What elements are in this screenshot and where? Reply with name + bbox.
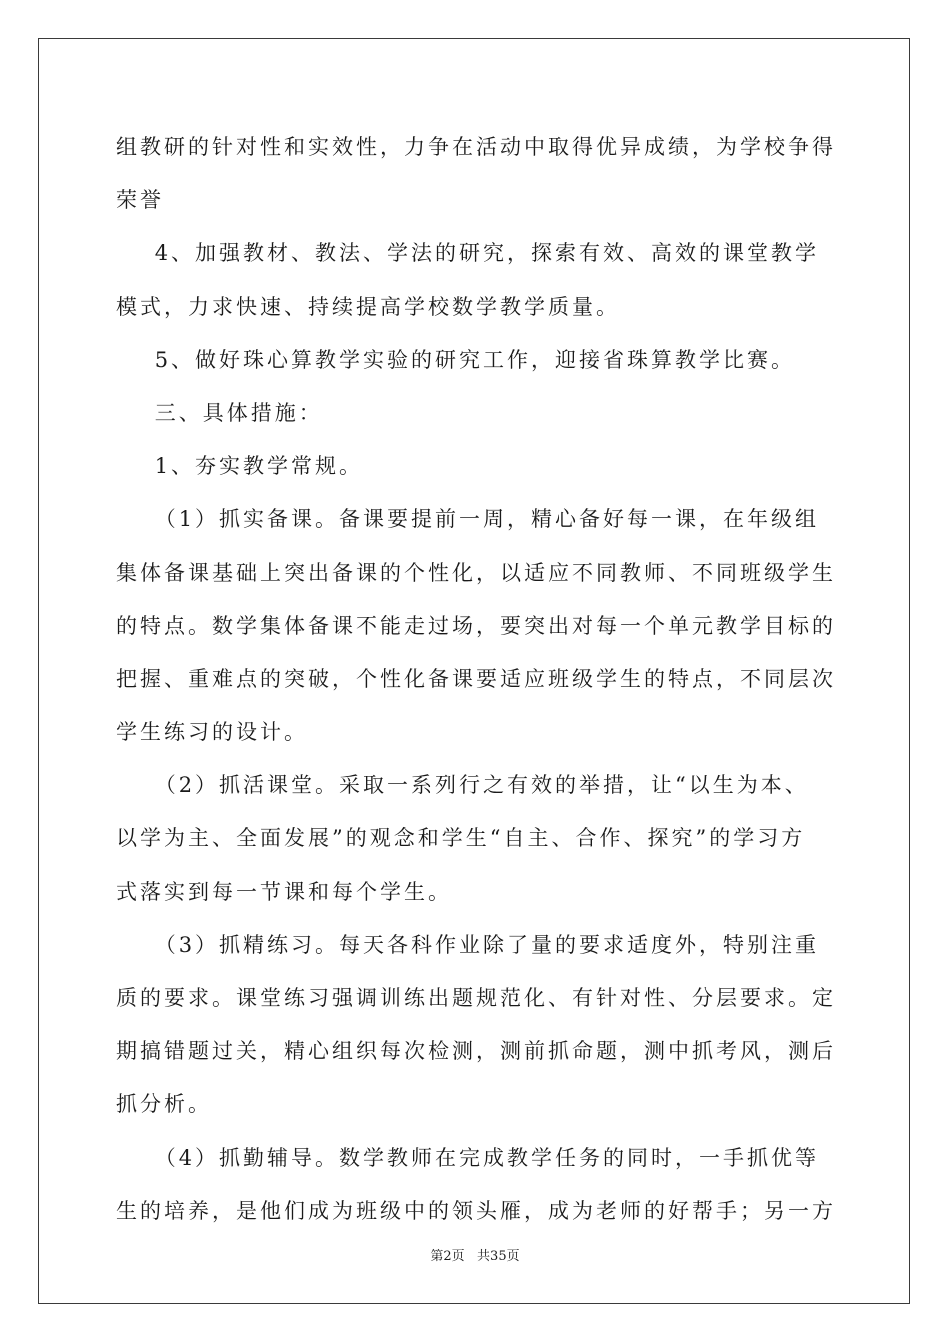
text-line: 生的培养，是他们成为班级中的领头雁，成为老师的好帮手；另一方 <box>116 1198 836 1223</box>
text-line: 的特点。数学集体备课不能走过场，要突出对每一个单元教学目标的 <box>116 613 836 638</box>
text-line: 质的要求。课堂练习强调训练出题规范化、有针对性、分层要求。定 <box>116 986 836 1010</box>
text-line: 1、夯实教学常规。 <box>116 454 364 479</box>
text-line: （2）抓活课堂。采取一系列行之有效的举措，让“以生为本、 <box>116 773 809 798</box>
text-line: 抓分析。 <box>116 1092 212 1117</box>
text-line: （1）抓实备课。备课要提前一周，精心备好每一课，在年级组 <box>116 507 820 532</box>
text-line: 组教研的针对性和实效性，力争在活动中取得优异成绩，为学校争得 <box>116 135 836 159</box>
text-line: 式落实到每一节课和每个学生。 <box>116 879 452 904</box>
text-line: 三、具体措施： <box>116 400 323 425</box>
text-line: 把握、重难点的突破，个性化备课要适应班级学生的特点，不同层次 <box>116 666 836 691</box>
page-number-label: 第2页 共35页 <box>430 1249 520 1264</box>
text-line: 5、做好珠心算教学实验的研究工作，迎接省珠算教学比赛。 <box>116 347 796 372</box>
text-line: 以学为主、全面发展”的观念和学生“自主、合作、探究”的学习方 <box>116 826 806 851</box>
document-body <box>116 121 836 1238</box>
page-footer <box>0 1245 950 1264</box>
text-line: （3）抓精练习。每天各科作业除了量的要求适度外，特别注重 <box>116 932 820 957</box>
text-line: （4）抓勤辅导。数学教师在完成教学任务的同时，一手抓优等 <box>116 1145 820 1170</box>
text-line: 模式，力求快速、持续提高学校数学教学质量。 <box>116 294 620 319</box>
text-line: 学生练习的设计。 <box>116 720 308 745</box>
text-line: 4、加强教材、教法、学法的研究，探索有效、高效的课堂教学 <box>116 241 820 266</box>
text-line: 期搞错题过关，精心组织每次检测，测前抓命题，测中抓考风，测后 <box>116 1039 836 1064</box>
text-line: 荣誉 <box>116 188 164 213</box>
text-line: 集体备课基础上突出备课的个性化，以适应不同教师、不同班级学生 <box>116 560 836 585</box>
